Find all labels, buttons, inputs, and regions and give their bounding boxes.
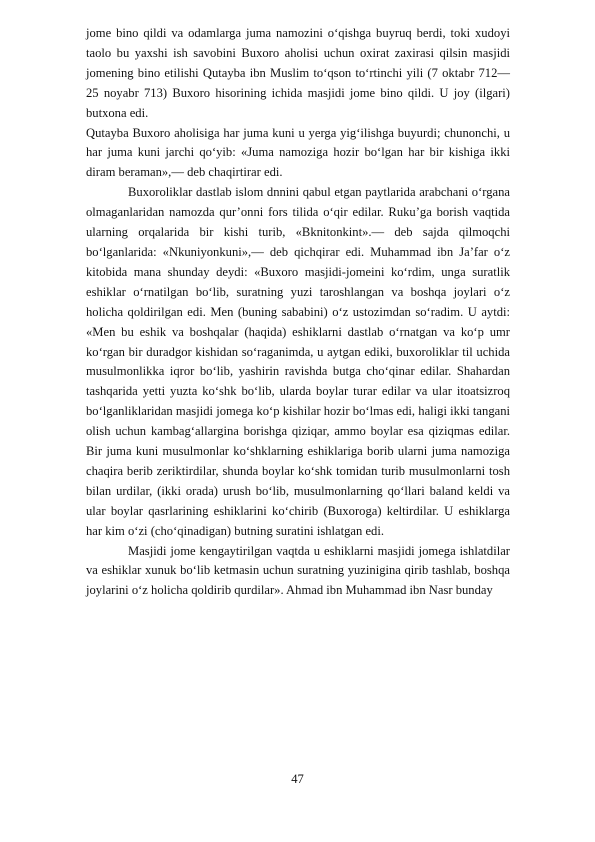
paragraph-4: Masjidi jome kengaytirilgan vaqtda u eshiklarni masjidi jomega ishlatdilar va eshiklar xunuk bo‘lib ketmasin uchun suratning yuzinigina qirib tashlab, boshqa joylarini o‘z holicha qoldirib qurdilar». Ahmad ibn Muhammad ibn Nasr bunday (86, 543, 510, 598)
body-text (86, 24, 510, 601)
paragraph-3: Buxoroliklar dastlab islom dnnini qabul etgan paytlarida arabchani o‘rgana olmaganlaridan namozda qur’onni fors tilida o‘qir edilar. Ruku’ga borish vaqtida ularning orqalarida bir kishi turib, «Bknitonkint».— deb sajda qilmoqchi bo‘lganlarida: «Nkuniyonkuni»,— deb qichqirar edi. Muhammad ibn Ja’far o‘z kitobida mana shunday deydi: «Buxoro masjidi-jomeini ko‘rdim, unga suratlik eshiklar o‘rnatilgan bo‘lib, suratning yuzi taroshlangan va boshqa joylari o‘z holicha qoldirilgan edi. Men (buning sababini) o‘z ustozimdan so‘radim. U aytdi: «Men bu eshik va boshqalar (haqida) eshiklarni dastlab o‘rnatgan va ko‘p umr ko‘rgan bir duradgor kishidan so‘raganimda, u aytgan ediki, buxoroliklar til uchida musulmonlikka iqror bo‘lib, yashirin ravishda butga cho‘qinar edilar. Shahardan tashqarida yetti yuzta ko‘shk bo‘lib, ularda boylar turar edilar va ular itoatsizroq bo‘lganliklaridan masjidi jomega ko‘p kishilar hozir bo‘lmas edi, haligi ikki tangani olish uchun kambag‘allargina borishga qiziqar, ammo boylar esa qiziqmas edilar. Bir juma kuni musulmonlar ko‘shklarning eshiklariga borib ularni juma namoziga chaqira berib zeriktirdilar, shunda boylar ko‘shk tomidan turib musulmonlarni tosh bilan urdilar, (ikki orada) urush bo‘lib, musulmonlarning qo‘llari baland keldi va ular boylar qasrlarining eshiklarini ko‘chirib (Buxoroga) keltirdilar. U eshiklarga har kim o‘zi (cho‘qinadigan) butning suratini ishlatgan edi. (86, 185, 510, 538)
paragraph-1: jome bino qildi va odamlarga juma namozini o‘qishga buyruq berdi, toki xudoyi taolo bu yaxshi ish savobini Buxoro aholisi uchun oxirat zaxirasi qilsin masjidi jomening bino etilishi Qutayba ibn Muslim to‘qson to‘rtinchi yili (7 oktabr 712—25 noyabr 713) Buxoro hisorining ichida masjidi jome bino qildi. U joy (ilgari) butxona edi. (86, 26, 510, 120)
page-number: 47 (291, 772, 304, 786)
paragraph-2: Qutayba Buxoro aholisiga har juma kuni u yerga yig‘ilishga buyurdi; chunonchi, u har juma kuni jarchi qo‘yib: «Juma namoziga hozir bo‘lgan har bir kishiga ikki diram beraman»,— deb chaqirtirar edi. (86, 125, 510, 180)
